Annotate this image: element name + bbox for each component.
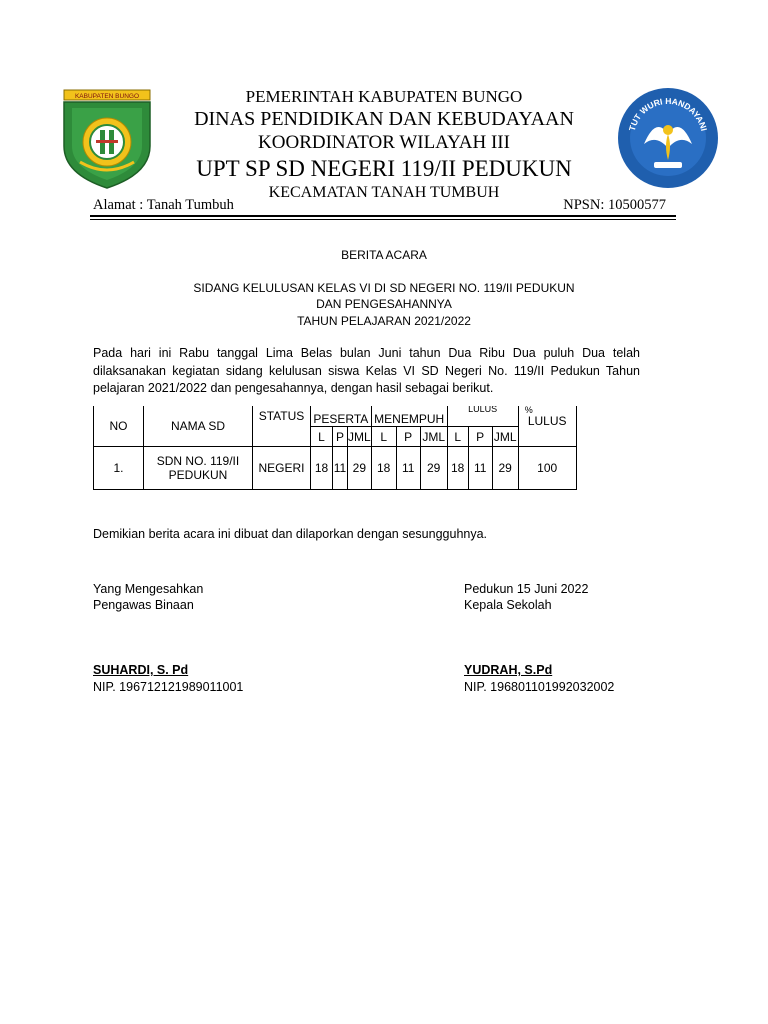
subheader-cell: JML (348, 427, 372, 447)
header-peserta: PESERTA (311, 406, 372, 427)
subheader-cell: JML (492, 427, 518, 447)
kabupaten-bungo-emblem-icon (60, 88, 154, 190)
row-value: 18 (371, 447, 396, 490)
letterhead-divider-thick (90, 215, 676, 217)
subheader-cell: P (333, 427, 348, 447)
row-nama-sd-line-1: SDN NO. 119/II (156, 454, 240, 468)
row-nama-sd-line-2: PEDUKUN (168, 468, 228, 482)
right-signature-label: Kepala Sekolah (464, 598, 552, 612)
row-nama-sd (144, 447, 253, 490)
school-address: Alamat : Tanah Tumbuh (93, 197, 234, 213)
left-signature-label-2: Pengawas Binaan (93, 598, 194, 612)
left-signatory-nip: NIP. 196712121989011001 (93, 680, 244, 694)
letterhead-office: DINAS PENDIDIKAN DAN KEBUDAYAAN (194, 108, 574, 130)
emblem-banner-text: KABUPATEN BUNGO (74, 93, 140, 100)
row-value: 11 (468, 447, 492, 490)
subheader-cell: P (468, 427, 492, 447)
left-signature-label-1: Yang Mengesahkan (93, 582, 204, 596)
right-signature-date: Pedukun 15 Juni 2022 (464, 582, 589, 596)
subheader-cell: L (447, 427, 468, 447)
letterhead-government: PEMERINTAH KABUPATEN BUNGO (245, 87, 523, 106)
letterhead-school: UPT SP SD NEGERI 119/II PEDUKUN (196, 156, 572, 181)
subheader-cell: L (371, 427, 396, 447)
row-value: 11 (333, 447, 348, 490)
document-title: BERITA ACARA (341, 248, 427, 262)
right-signatory-name: YUDRAH, S.Pd (464, 663, 553, 677)
letterhead (160, 88, 608, 201)
tut-wuri-handayani-emblem-icon (614, 86, 722, 190)
row-percent: 100 (518, 447, 576, 490)
header-no: NO (94, 406, 144, 447)
row-value: 18 (311, 447, 333, 490)
subheader-cell: P (396, 427, 420, 447)
subheader-cell: L (311, 427, 333, 447)
header-percent-symbol: % (524, 405, 533, 415)
row-value: 29 (492, 447, 518, 490)
document-subtitle-3: TAHUN PELAJARAN 2021/2022 (297, 314, 471, 328)
right-signatory-nip: NIP. 196801101992032002 (464, 680, 615, 694)
graduation-results-table (93, 406, 577, 490)
subheader-cell: JML (420, 427, 447, 447)
header-percent-label: LULUS (527, 414, 567, 428)
header-nama-sd: NAMA SD (144, 406, 253, 447)
letterhead-coordinator: KOORDINATOR WILAYAH III (258, 132, 510, 153)
row-value: 29 (348, 447, 372, 490)
document-subtitle-2: DAN PENGESAHANNYA (316, 297, 452, 311)
table-header-row (94, 406, 577, 427)
letterhead-divider-thin (90, 219, 676, 220)
row-no: 1. (94, 447, 144, 490)
left-signatory-name: SUHARDI, S. Pd (93, 663, 189, 677)
header-status: STATUS (253, 406, 311, 447)
emblem-motto-text: TUT WURI HANDAYANI (626, 95, 710, 132)
row-value: 18 (447, 447, 468, 490)
paragraph-line-2: dilaksanakan kegiatan sidang kelulusan siswa Kelas VI SD Negeri No. 119/II Pedukun Tahun (93, 363, 640, 378)
row-value: 29 (420, 447, 447, 490)
paragraph-line-3: pelajaran 2021/2022 dan pengesahannya, dengan hasil sebagai berikut. (93, 381, 494, 395)
row-value: 11 (396, 447, 420, 490)
header-percent-lulus (518, 406, 576, 447)
header-lulus: LULUS (447, 406, 518, 427)
school-npsn: NPSN: 10500577 (563, 197, 666, 213)
header-menempuh: MENEMPUH (371, 406, 447, 427)
opening-paragraph (93, 345, 640, 398)
document-subtitle-1: SIDANG KELULUSAN KELAS VI DI SD NEGERI NO. 119/II PEDUKUN (193, 281, 575, 295)
row-status: NEGERI (253, 447, 311, 490)
paragraph-line-1: Pada hari ini Rabu tanggal Lima Belas bulan Juni tahun Dua Ribu Dua puluh Dua telah (93, 346, 640, 360)
closing-statement: Demikian berita acara ini dibuat dan dilaporkan dengan sesungguhnya. (93, 527, 488, 541)
letterhead-district: KECAMATAN TANAH TUMBUH (268, 184, 500, 201)
table-row (94, 447, 577, 490)
